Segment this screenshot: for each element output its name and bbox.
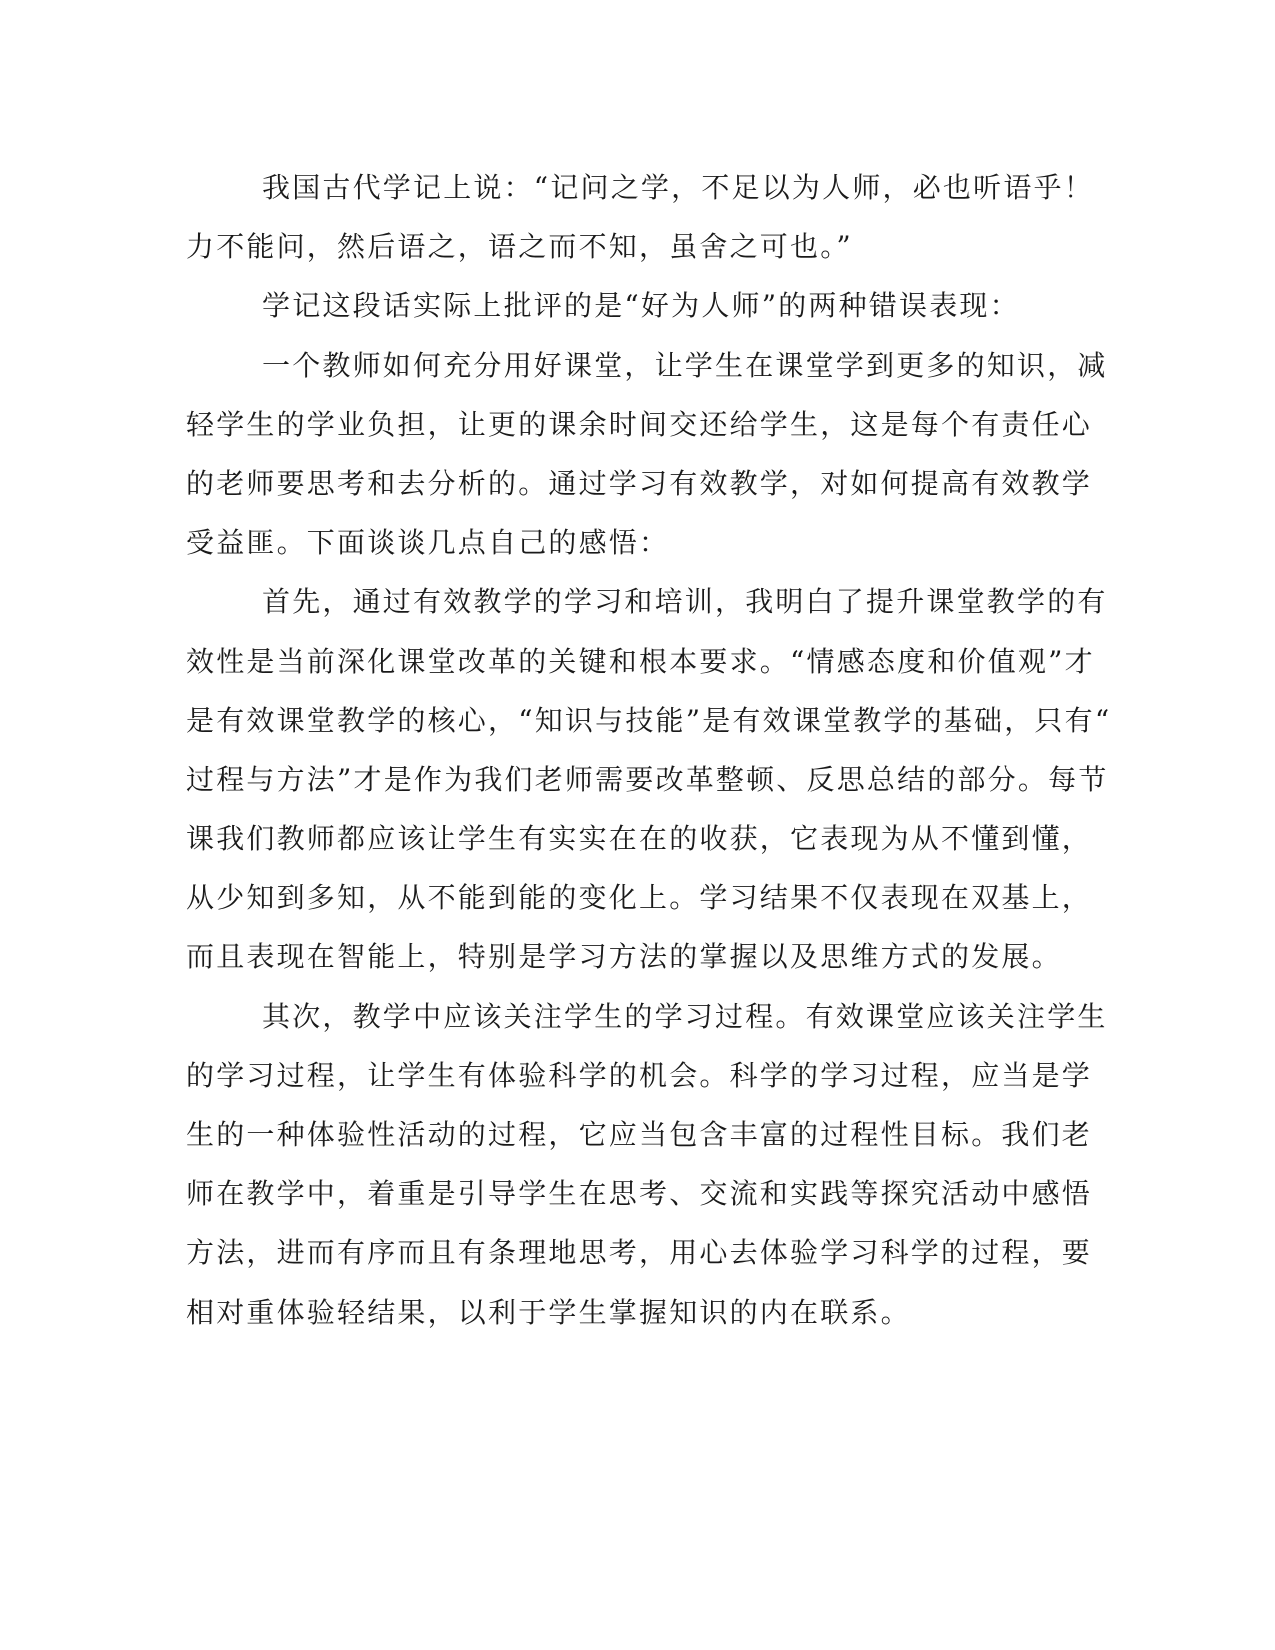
text-line: 我国古代学记上说：“记问之学，不足以为人师，必也听语乎！ bbox=[262, 171, 1094, 204]
text-line: 相对重体验轻结果，以利于学生掌握知识的内在联系。 bbox=[186, 1295, 911, 1329]
text-line: 效性是当前深化课堂改革的关键和根本要求。“情感态度和价值观”才 bbox=[186, 644, 1095, 678]
text-line: 力不能问，然后语之，语之而不知，虽舍之可也。” bbox=[186, 230, 853, 264]
text-line: 从少知到多知，从不能到能的变化上。学习结果不仅表现在双基上， bbox=[186, 881, 1093, 915]
text-line: 受益匪。下面谈谈几点自己的感悟： bbox=[186, 526, 670, 560]
text-line: 课我们教师都应该让学生有实实在在的收获，它表现为从不懂到懂， bbox=[186, 822, 1093, 856]
paragraph-1 bbox=[186, 158, 1094, 276]
paragraph-3 bbox=[186, 336, 1108, 573]
text-line: 其次，教学中应该关注学生的学习过程。有效课堂应该关注学生 bbox=[262, 999, 1108, 1033]
paragraph-2 bbox=[186, 276, 1066, 335]
text-line: 学记这段话实际上批评的是“好为人师”的两种错误表现： bbox=[262, 289, 1020, 323]
text-line: 一个教师如何充分用好课堂，让学生在课堂学到更多的知识，减 bbox=[262, 348, 1108, 382]
text-line: 的老师要思考和去分析的。通过学习有效教学，对如何提高有效教学 bbox=[186, 466, 1093, 500]
text-line: 过程与方法”才是作为我们老师需要改革整顿、反思总结的部分。每节 bbox=[186, 762, 1109, 796]
text-line: 生的一种体验性活动的过程，它应当包含丰富的过程性目标。我们老 bbox=[186, 1118, 1093, 1151]
document-body bbox=[186, 158, 1112, 1342]
text-line: 首先，通过有效教学的学习和培训，我明白了提升课堂教学的有 bbox=[262, 585, 1108, 619]
text-line: 的学习过程，让学生有体验科学的机会。科学的学习过程，应当是学 bbox=[186, 1058, 1093, 1092]
text-line: 轻学生的学业负担，让更的课余时间交还给学生，这是每个有责任心 bbox=[186, 407, 1093, 441]
text-line: 是有效课堂教学的核心，“知识与技能”是有效课堂教学的基础，只有“ bbox=[186, 703, 1112, 737]
text-line: 而且表现在智能上，特别是学习方法的掌握以及思维方式的发展。 bbox=[186, 940, 1062, 974]
text-line: 师在教学中，着重是引导学生在思考、交流和实践等探究活动中感悟 bbox=[186, 1177, 1093, 1211]
paragraph-4 bbox=[186, 572, 1112, 986]
paragraph-5 bbox=[186, 987, 1108, 1342]
text-line: 方法，进而有序而且有条理地思考，用心去体验学习科学的过程，要 bbox=[186, 1236, 1093, 1270]
